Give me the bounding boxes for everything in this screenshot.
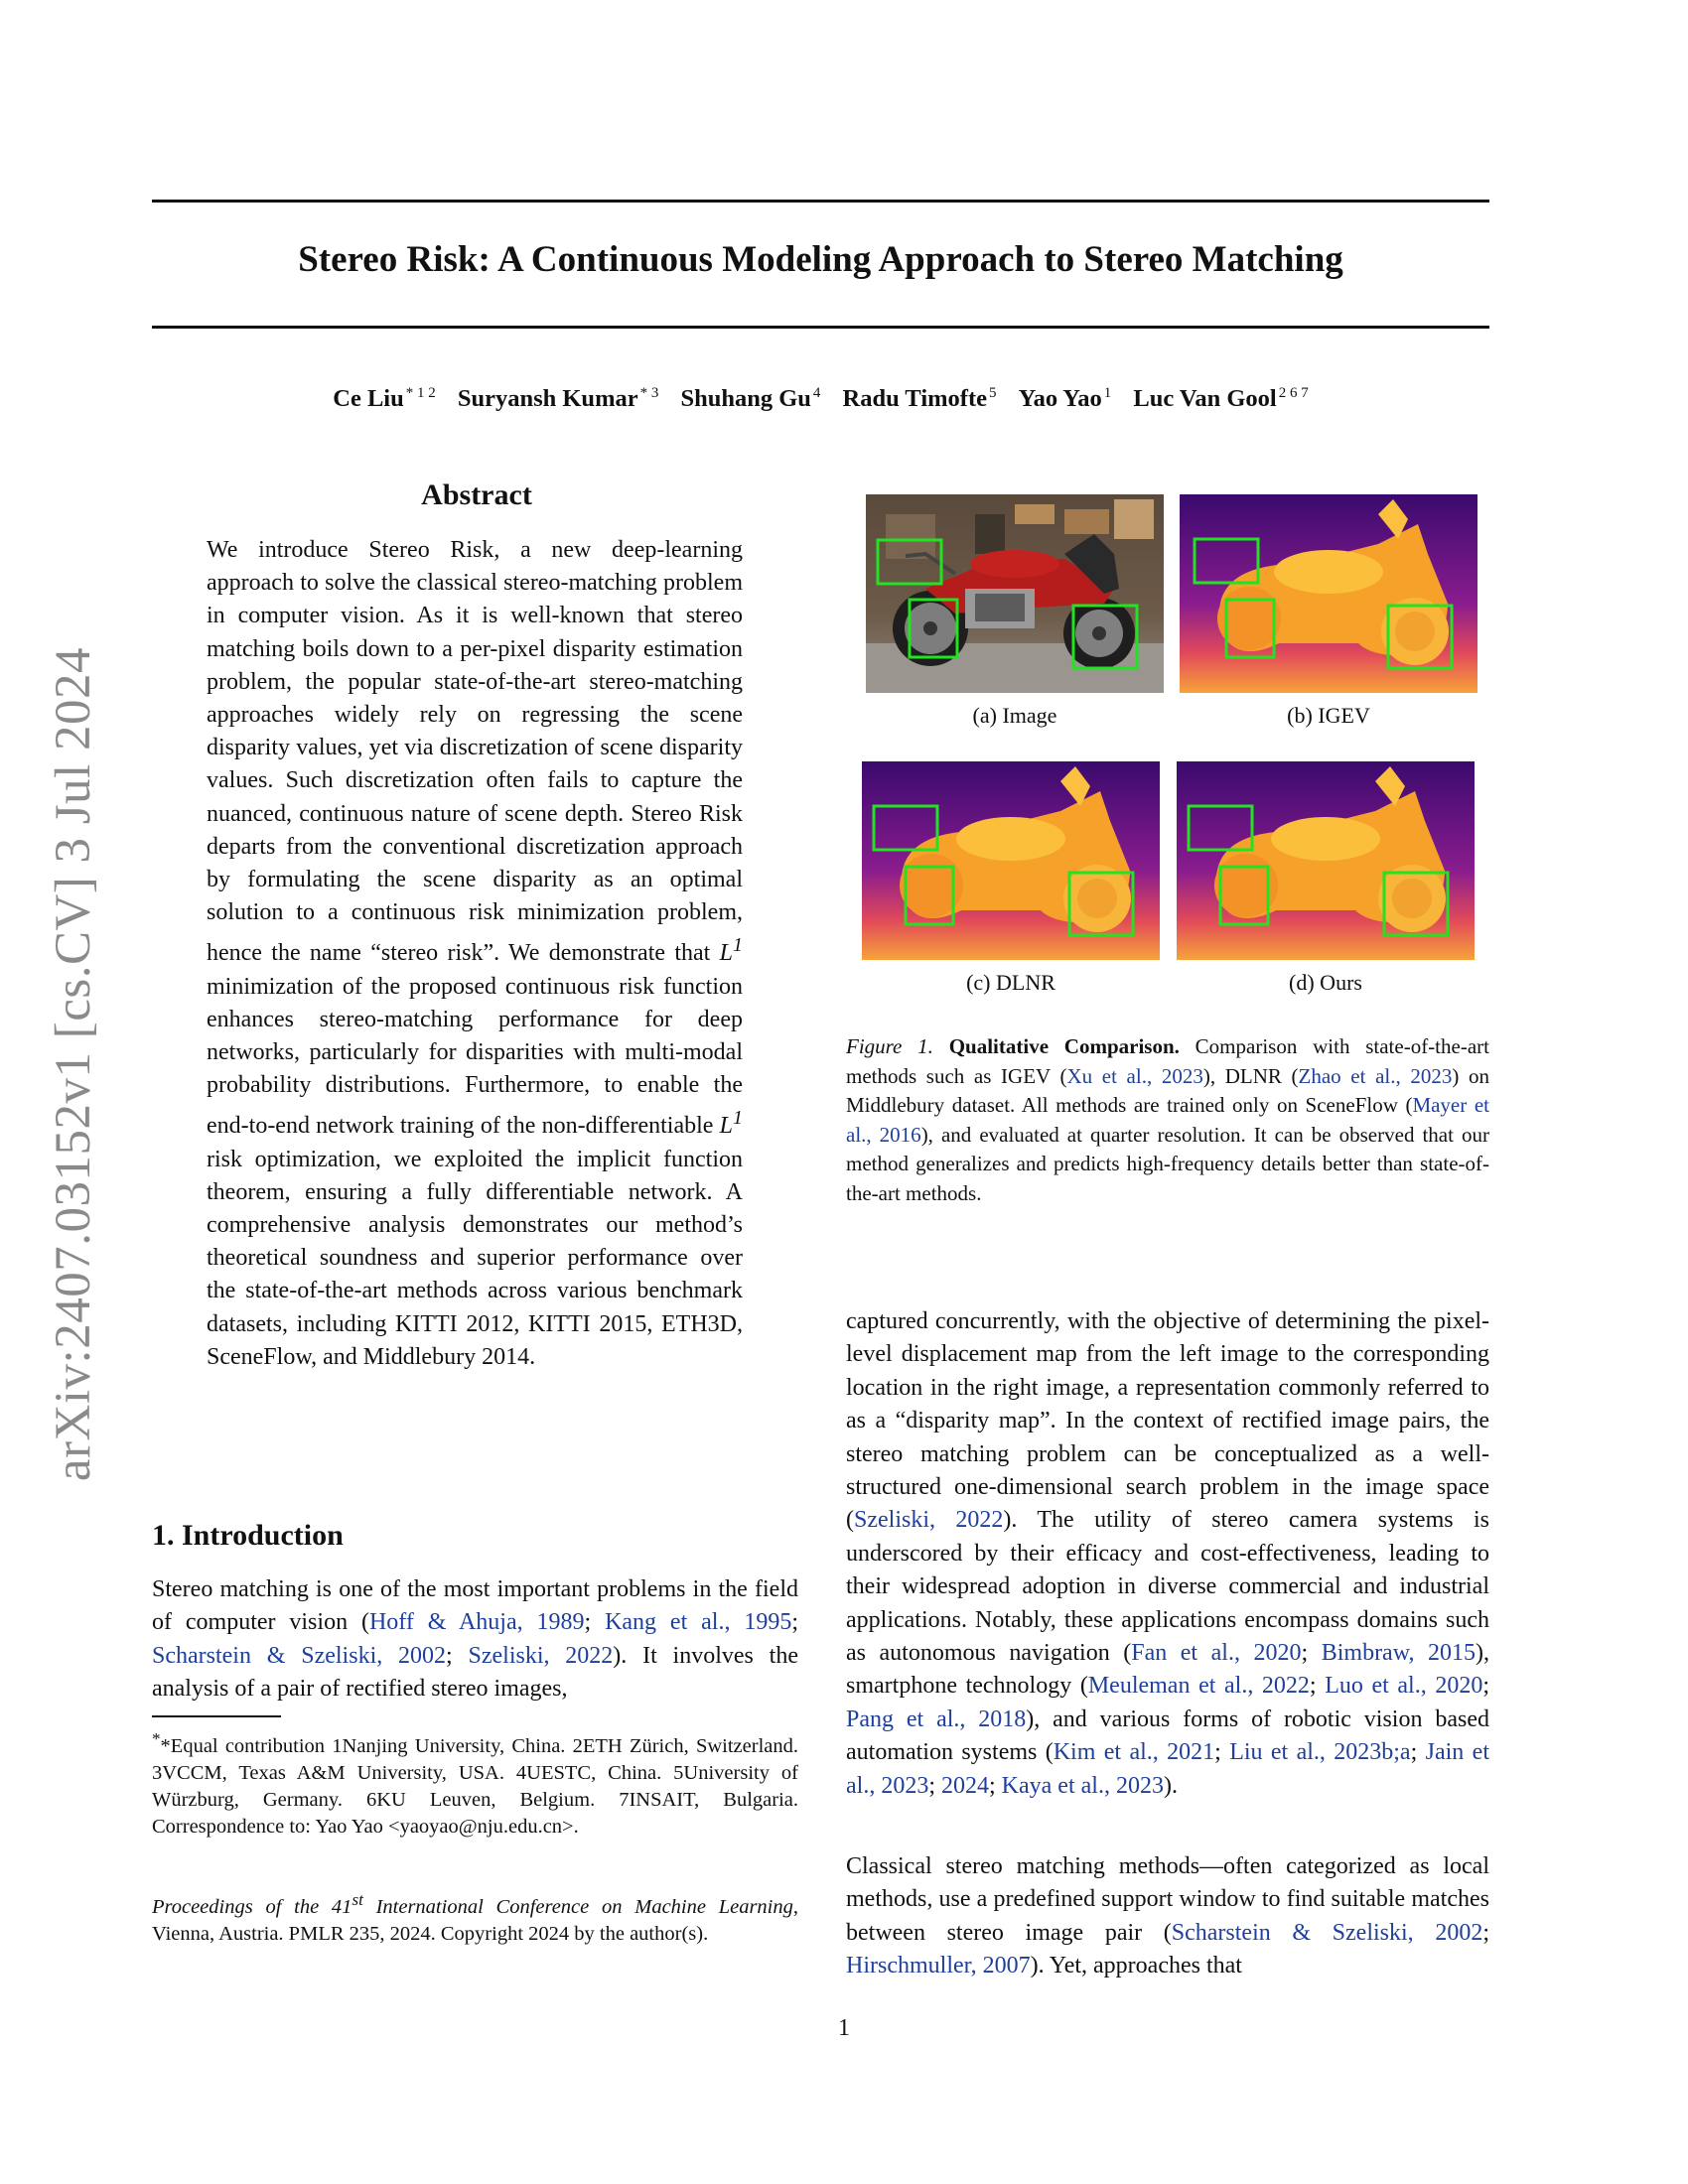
text-run: Stereo matching is one of the most important problems in the field of computer vision ( (152, 1576, 798, 1636)
text-run: ). The utility of stereo camera systems is underscored by their efficacy and cost-effectiveness, leading to their widespread adoption in diverse commercial and industrial applications. Notably, these applications encompass domains such as autonomous navigation ( (846, 1507, 1490, 1667)
citation-link[interactable]: Liu et al., 2023b;a (1229, 1739, 1411, 1766)
math-superscript: 1 (733, 934, 743, 957)
figure-label: Figure 1. (846, 1034, 933, 1058)
text-run: ; (1301, 1640, 1322, 1667)
citation-link[interactable]: Mayer et al., 2016 (846, 1093, 1489, 1147)
author-name: Luc Van Gool (1133, 385, 1277, 413)
citation-link[interactable]: Luo et al., 2020 (1325, 1673, 1483, 1700)
footnote-rule (152, 1715, 281, 1717)
citation-link[interactable]: Kaya et al., 2023 (1001, 1772, 1164, 1799)
author (458, 385, 659, 412)
author-name: Suryansh Kumar (457, 385, 638, 413)
proceedings-superscript: st (352, 1890, 363, 1909)
panel-caption: (d) Ours (1289, 970, 1362, 995)
proceedings-text: International Conference on Machine Learning (362, 1895, 793, 1918)
abstract-text (207, 534, 743, 1374)
text-run: ; (989, 1772, 1002, 1799)
author (1019, 385, 1112, 412)
author-affiliation: 1 (1103, 385, 1112, 401)
math-symbol: L (719, 1113, 733, 1140)
proceedings-venue (152, 1890, 793, 1918)
author (1133, 385, 1308, 412)
proceedings-text: Proceedings of the 41 (152, 1895, 352, 1918)
author (680, 385, 820, 412)
motorcycle-photo (866, 494, 1164, 693)
affiliations-footnote: **Equal contribution 1Nanjing University, China. 2ETH Zürich, Switzerland. 3VCCM, Texas A&M University, USA. 4UESTC, China. 5University of Würzburg, Germany. 6KU Leuven, Belgium. 7INSAIT, Bulgaria. Correspondence to: Yao Yao <yaoyao@nju.edu.cn>. (152, 1729, 798, 1838)
figure-panel-dlnr (862, 761, 1160, 960)
footnote-text: *Equal contribution 1Nanjing University, China. 2ETH Zürich, Switzerland. 3VCCM, Texas A&M University, USA. 4UESTC, China. 5University of Würzburg, Germany. 6KU Leuven, Belgium. 7INSAIT, Bulgaria. Correspondence to: Yao Yao <yaoyao@nju.edu.cn>. (152, 1734, 798, 1838)
text-run: ). (1163, 1772, 1178, 1799)
panel-caption: (b) IGEV (1287, 703, 1370, 728)
author-affiliation: * 3 (639, 385, 659, 401)
paper-title: Stereo Risk: A Continuous Modeling Approach to Stereo Matching (298, 239, 1343, 280)
figure-panel-image (866, 494, 1164, 693)
panel-caption: (c) DLNR (966, 970, 1055, 995)
text-run: captured concurrently, with the objective of determining the pixel-level displacement map from the left image to the corresponding location in the right image, a representation commonly referred to as a “disparity map”. In the context of rectified image pairs, the stereo matching problem can be conceptualized as a well-structured one-dimensional search problem in the image space ( (846, 1308, 1489, 1534)
citation-link[interactable]: Meuleman et al., 2022 (1087, 1673, 1310, 1700)
text-run: ; (584, 1609, 606, 1636)
citation-link[interactable]: Scharstein & Szeliski, 2002 (152, 1642, 447, 1669)
citation-link[interactable]: Zhao et al., 2023 (1298, 1063, 1453, 1088)
citation-link[interactable]: 2024 (941, 1772, 989, 1799)
text-run: ). It involves the analysis of a pair of rectified stereo images, (152, 1642, 798, 1703)
title-rule-bottom (152, 326, 1489, 329)
figure-caption (846, 1032, 1489, 1208)
citation-link[interactable]: Kim et al., 2021 (1053, 1739, 1215, 1766)
text-run: ; (446, 1642, 469, 1669)
citation-link[interactable]: Hirschmuller, 2007 (846, 1953, 1031, 1979)
citation-link[interactable]: Bimbraw, 2015 (1321, 1640, 1477, 1667)
proceedings-copyright: , Vienna, Austria. PMLR 235, 2024. Copyright 2024 by the author(s). (152, 1895, 798, 1945)
author-affiliation: 5 (988, 385, 997, 401)
text-run: ; (1309, 1673, 1326, 1700)
igev-disparity-map (1180, 494, 1477, 693)
introduction-paragraph (152, 1573, 798, 1706)
text-run: Classical stereo matching methods—often categorized as local methods, use a predefined support window to find suitable matches between stereo image pair ( (846, 1853, 1489, 1946)
author (333, 385, 435, 412)
title-rule-top (152, 200, 1489, 203)
citation-link[interactable]: Szeliski, 2022 (854, 1507, 1004, 1534)
abstract-text-part: risk optimization, we exploited the implicit function theorem, ensuring a fully differentiable network. A comprehensive analysis demonstrates our method’s theoretical soundness and superior performance over the state-of-the-art methods across various benchmark datasets, including KITTI 2012, KITTI 2015, ETH3D, SceneFlow, and Middlebury 2014. (207, 1146, 743, 1370)
author-affiliation: 4 (812, 385, 821, 401)
abstract-heading: Abstract (421, 478, 532, 511)
text-run: ). Yet, approaches that (1030, 1953, 1242, 1979)
text-run: ), DLNR ( (1202, 1063, 1299, 1088)
text-run: ; (1214, 1739, 1230, 1766)
math-l1 (719, 1107, 743, 1140)
section-heading-introduction: 1. Introduction (152, 1519, 344, 1552)
figure-caption-title: Qualitative Comparison. (948, 1034, 1180, 1058)
text-run: ) on Middlebury dataset. All methods are trained only on SceneFlow ( (846, 1063, 1489, 1117)
citation-link[interactable]: Szeliski, 2022 (468, 1642, 614, 1669)
citation-link[interactable]: Hoff & Ahuja, 1989 (368, 1609, 585, 1636)
arxiv-identifier[interactable]: arXiv:2407.03152v1 [cs.CV] 3 Jul 2024 (46, 646, 101, 1482)
proceedings-note (152, 1886, 798, 1948)
text-run: ; (1482, 1673, 1489, 1700)
citation-link[interactable]: Jain et al., 2023 (846, 1739, 1489, 1799)
ours-disparity-map (1177, 761, 1475, 960)
figure-caption-text (846, 1034, 1489, 1205)
body-paragraph (846, 1305, 1489, 1803)
citation-link[interactable]: Kang et al., 1995 (605, 1609, 792, 1636)
page-number: 1 (838, 2015, 850, 2041)
text-run: ; (928, 1772, 941, 1799)
figure-panel-igev (1180, 494, 1477, 693)
abstract-text-part: We introduce Stereo Risk, a new deep-learning approach to solve the classical stereo-matching problem in computer vision. As it is well-known that stereo matching boils down to a per-pixel disparity estimation problem, the popular state-of-the-art stereo-matching approaches widely rely on regressing the scene disparity values, yet via discretization of scene disparity values. Such discretization often fails to capture the nuanced, continuous nature of scene depth. Stereo Risk departs from the conventional discretization approach by formulating the scene disparity as an optimal solution to a continuous risk minimization problem, hence the name “stereo risk”. We demonstrate that (207, 537, 743, 967)
dlnr-disparity-map (862, 761, 1160, 960)
text-run: ), and various forms of robotic vision based automation systems ( (846, 1706, 1489, 1766)
text-run: Comparison with state-of-the-art methods such as IGEV ( (846, 1034, 1489, 1088)
math-symbol: L (719, 940, 733, 967)
author-name: Yao Yao (1018, 385, 1102, 413)
body-paragraph (846, 1850, 1489, 1983)
author-affiliation: 2 6 7 (1278, 385, 1309, 401)
text-run: ), and evaluated at quarter resolution. It can be observed that our method generalizes and predicts high-frequency details better than state-of-the-art methods. (846, 1122, 1489, 1205)
text-run: ; (1482, 1919, 1489, 1946)
math-l1 (719, 934, 743, 967)
panel-caption: (a) Image (972, 703, 1057, 728)
figure-panel-ours (1177, 761, 1475, 960)
author-name: Shuhang Gu (680, 385, 811, 413)
citation-link[interactable]: Xu et al., 2023 (1066, 1063, 1203, 1088)
author-affiliation: * 1 2 (405, 385, 436, 401)
text-run: ; (791, 1609, 799, 1636)
text-run: ; (1410, 1739, 1426, 1766)
citation-link[interactable]: Scharstein & Szeliski, 2002 (1171, 1919, 1483, 1946)
abstract-text-part: minimization of the proposed continuous risk function enhances stereo-matching performance for deep networks, particularly for disparities with multi-modal probability distributions. Furthermore, to enable the end-to-end network training of the non-differentiable (207, 973, 743, 1140)
citation-link[interactable]: Pang et al., 2018 (846, 1706, 1027, 1732)
author-list (152, 385, 1489, 413)
text-run: ), smartphone technology ( (846, 1640, 1490, 1700)
citation-link[interactable]: Fan et al., 2020 (1131, 1640, 1302, 1667)
author-name: Radu Timofte (842, 385, 987, 413)
author-name: Ce Liu (333, 385, 404, 413)
author (843, 385, 997, 412)
math-superscript: 1 (733, 1107, 743, 1130)
figure-1 (854, 491, 1509, 1018)
